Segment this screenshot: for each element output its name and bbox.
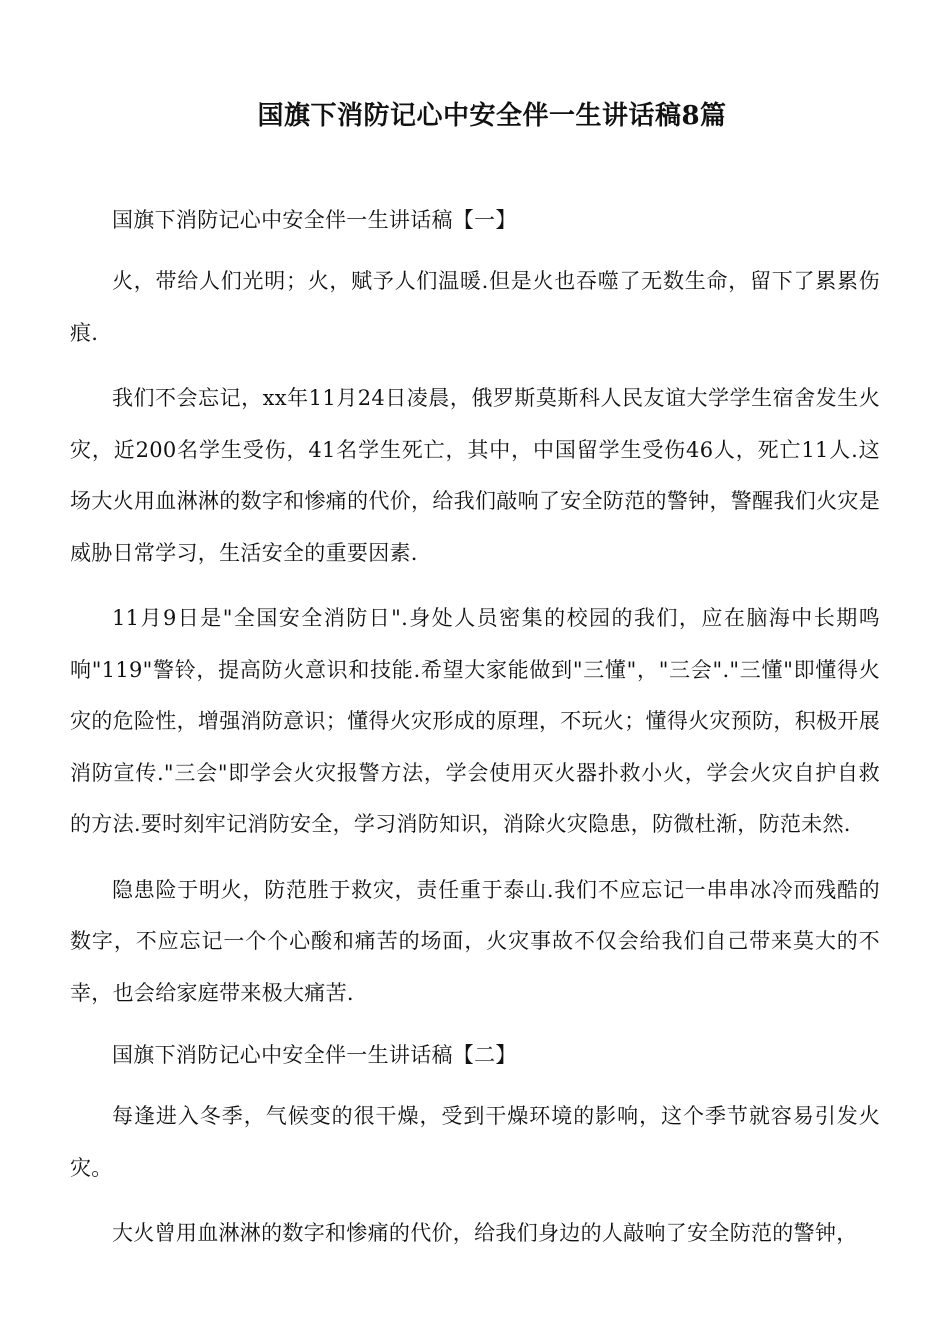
- section-heading: 国旗下消防记心中安全伴一生讲话稿【二】: [112, 1043, 517, 1067]
- document-body: [70, 198, 880, 1260]
- paragraph: 大火曾用血淋淋的数字和惨痛的代价，给我们身边的人敲响了安全防范的警钟，: [112, 1221, 858, 1245]
- section-1: [70, 198, 880, 1019]
- paragraph: 隐患险于明火，防范胜于救灾，责任重于泰山.我们不应忘记一串串冰冷而残酷的数字，不应忘记一个个心酸和痛苦的场面，火灾事故不仅会给我们自己带来莫大的不幸，也会给家庭带来极大痛苦.: [70, 877, 880, 1005]
- section-2: [70, 1033, 880, 1260]
- paragraph: 火，带给人们光明；火，赋予人们温暖.但是火也吞噬了无数生命，留下了累累伤痕.: [70, 269, 880, 345]
- section-heading: 国旗下消防记心中安全伴一生讲话稿【一】: [112, 208, 517, 232]
- document-title: 国旗下消防记心中安全伴一生讲话稿8篇: [257, 101, 727, 131]
- paragraph: 我们不会忘记，xx年11月24日凌晨，俄罗斯莫斯科人民友谊大学学生宿舍发生火灾，近200名学生受伤，41名学生死亡，其中，中国留学生受伤46人，死亡11人.这场大火用血淋淋的数字和惨痛的代价，给我们敲响了安全防范的警钟，警醒我们火灾是威胁日常学习，生活安全的重要因素.: [70, 386, 880, 565]
- paragraph: 每逢进入冬季，气候变的很干燥，受到干燥环境的影响，这个季节就容易引发火灾。: [70, 1104, 880, 1180]
- paragraph: 11月9日是"全国安全消防日".身处人员密集的校园的我们，应在脑海中长期鸣响"119"警铃，提高防火意识和技能.希望大家能做到"三懂"，"三会"."三懂"即懂得火灾的危险性，增强消防意识；懂得火灾形成的原理，不玩火；懂得火灾预防，积极开展消防宣传."三会"即学会火灾报警方法，学会使用灭火器扑救小火，学会火灾自护自救的方法.要时刻牢记消防安全，学习消防知识，消除火灾隐患，防微杜渐，防范未然.: [70, 606, 880, 836]
